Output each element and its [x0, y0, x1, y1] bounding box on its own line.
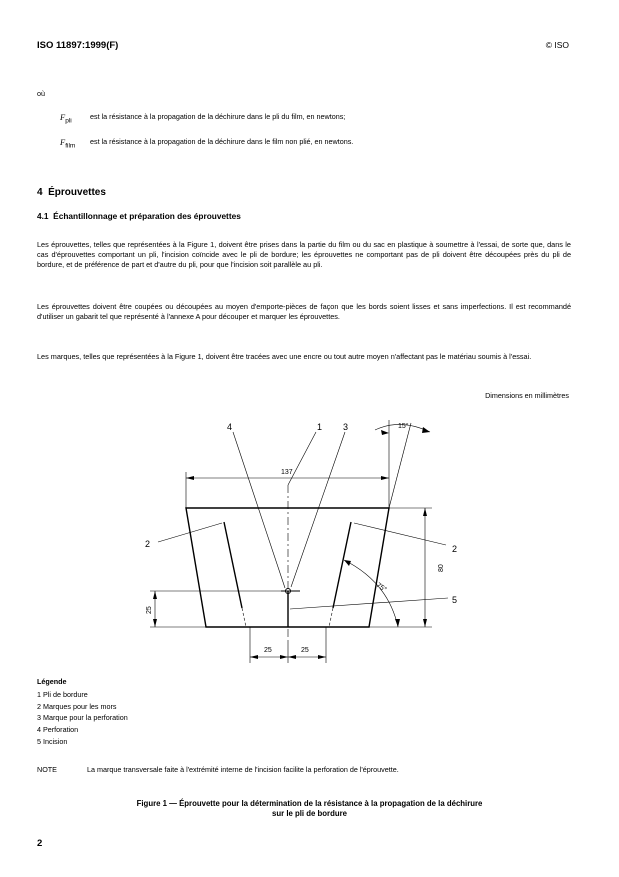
- callout-1: 1: [317, 422, 323, 432]
- figure-caption: [0, 799, 619, 819]
- legend-item: 1 Pli de bordure: [37, 690, 88, 699]
- dim-bottom-left-label: 25: [264, 647, 272, 654]
- symbol-f-film: $F_{film}$: [60, 137, 76, 150]
- dim-bottom-right-label: 25: [301, 647, 309, 654]
- page-number: 2: [37, 838, 43, 849]
- dim-incision-label: 25: [146, 606, 153, 614]
- paragraph-2: Les éprouvettes doivent être coupées ou découpées au moyen d'emporte-pièces de façon que les bords soient lisses et sans imperfections. Il est recommandé d'utiliser un gabarit tel que représenté à l'annexe A pour découper et marquer les éprouvettes.: [37, 302, 571, 322]
- caption-line-1: Figure 1 — Éprouvette pour la détermination de la résistance à la propagation de la déchirure: [136, 799, 483, 808]
- legend-item: 5 Incision: [37, 736, 68, 746]
- legend-title: Légende: [37, 677, 67, 686]
- callout-2-right: 2: [452, 544, 458, 554]
- callout-4: 4: [227, 422, 233, 432]
- dim-height-label: 80: [438, 564, 445, 572]
- leader-3: [291, 432, 345, 587]
- definition-text: est la résistance à la propagation de la déchirure dans le pli du film, en newtons;: [90, 112, 346, 121]
- callout-2-left: 2: [145, 539, 151, 549]
- paragraph-1: Les éprouvettes, telles que représentées à la Figure 1, doivent être prises dans la partie du film ou du sac en plastique à soumettre à l'essai, de sorte que, dans le cas d'éprouvettes comportant un pli, l'incision coïncide avec le pli de bordure; les éprouvettes ne comportant pas de pli doivent être découpées près du pli de bordure, et de préférence de part et d'autre du pli, pour que l'incision soit parallèle au pli.: [37, 240, 571, 270]
- jaw-mark-left: [224, 522, 242, 608]
- legend-item: 4 Perforation: [37, 725, 79, 735]
- symbol-f-pli: $F_{pli}$: [60, 112, 72, 125]
- leader-5: [290, 598, 448, 609]
- paragraph-3: Les marques, telles que représentées à la Figure 1, doivent être tracées avec une encre ou tout autre moyen n'affectant pas le matériau soumis à l'essai.: [37, 352, 532, 361]
- jaw-mark-left-dash: [242, 608, 246, 627]
- section-heading: 4 Éprouvettes: [37, 187, 106, 198]
- leader-2-left: [158, 523, 222, 542]
- angle-side-label: 75°: [374, 581, 388, 594]
- note-text: La marque transversale faite à l'extrémité interne de l'incision facilite la perforation de l'éprouvette.: [87, 765, 399, 774]
- caption-line-2: sur le pli de bordure: [272, 809, 347, 818]
- definition-text: est la résistance à la propagation de la déchirure dans le film non plié, en newtons.: [90, 137, 354, 146]
- leader-4: [233, 432, 285, 588]
- dimensions-note: Dimensions en millimètres: [485, 391, 569, 400]
- angle-top-label: 15°: [398, 423, 409, 430]
- header-standard: ISO 11897:1999(F): [37, 40, 119, 51]
- callout-3: 3: [343, 422, 349, 432]
- legend-item: 2 Marques pour les mors: [37, 701, 117, 711]
- leader-2-right: [354, 523, 446, 545]
- legend-item: 3 Marque pour la perforation: [37, 713, 128, 723]
- subsection-heading: 4.1 Échantillonnage et préparation des éprouvettes: [37, 211, 241, 221]
- where-label: où: [37, 89, 45, 98]
- jaw-mark-right-dash: [329, 608, 333, 627]
- figure-note: [37, 765, 399, 774]
- dim-width-label: 137: [281, 469, 293, 476]
- note-label: NOTE: [37, 765, 57, 774]
- callout-5: 5: [452, 595, 458, 605]
- leader-1: [288, 432, 316, 485]
- legend-list: [37, 689, 128, 748]
- header-copyright: © ISO: [545, 40, 569, 50]
